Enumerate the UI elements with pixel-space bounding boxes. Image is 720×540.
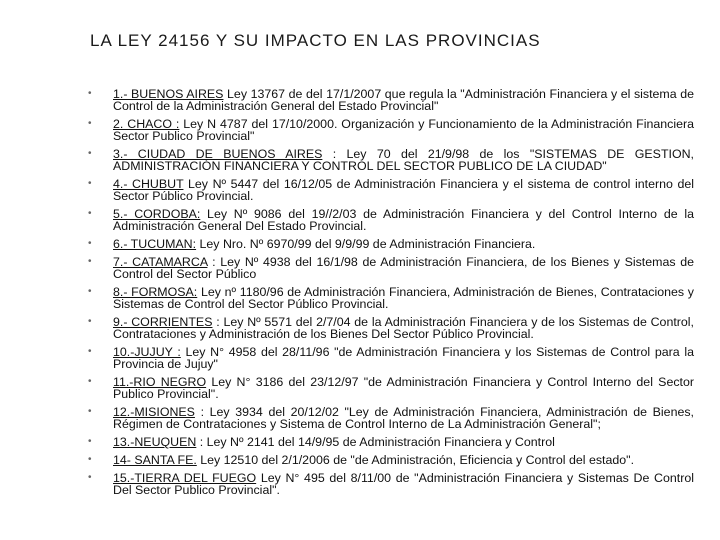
- law-description: : Ley 70 del 21/9/98 de los "SISTEMAS DE GESTION, ADMINISTRACIÓN FINANCIERA Y CONTROL DEL SECTOR PUBLICO DE LA CIUDAD": [113, 147, 694, 173]
- bullet-icon: •: [88, 406, 92, 417]
- list-item: [88, 436, 694, 448]
- bullet-icon: •: [88, 376, 92, 387]
- province-label: 13.-NEUQUEN: [113, 435, 197, 449]
- bullet-icon: •: [88, 346, 92, 357]
- bullet-icon: •: [88, 316, 92, 327]
- law-description: Ley Nro. Nº 6970/99 del 9/9/99 de Administración Financiera.: [196, 237, 536, 251]
- list-item: [88, 178, 694, 202]
- list-item: [88, 286, 694, 310]
- page-title: LA LEY 24156 Y SU IMPACTO EN LAS PROVINCIAS: [90, 31, 541, 50]
- list-item: [88, 316, 694, 340]
- province-label: 8.- FORMOSA:: [113, 285, 198, 299]
- law-description: Ley N 4787 del 17/10/2000. Organización y Funcionamiento de la Administración Financiera Sector Publico Provincial": [113, 117, 694, 143]
- province-label: 12.-MISIONES: [113, 405, 195, 419]
- list-item: [88, 376, 694, 400]
- list-item: [88, 148, 694, 172]
- province-label: 4.- CHUBUT: [113, 177, 184, 191]
- province-label: 6.- TUCUMAN:: [113, 237, 197, 251]
- list-item: [88, 118, 694, 142]
- bullet-icon: •: [88, 238, 92, 249]
- law-description: Ley N° 3186 del 23/12/97 "de Administración Financiera y Control Interno del Sector Publico Provincial".: [113, 375, 694, 401]
- law-description: : Ley Nº 4938 del 16/1/98 de Administración Financiera, de los Bienes y Sistemas de Control del Sector Público: [113, 255, 694, 281]
- province-label: 10.-JUJUY :: [113, 345, 181, 359]
- law-description: Ley Nº 5447 del 16/12/05 de Administración Financiera y el sistema de control interno del Sector Público Provincial.: [113, 177, 694, 203]
- law-description: Ley Nº 9086 del 19//2/03 de Administración Financiera y del Control Interno de la Administración General Del Estado Provincial.: [113, 207, 694, 233]
- list-item: [88, 238, 694, 250]
- province-label: 1.- BUENOS AIRES: [113, 87, 224, 101]
- bullet-icon: •: [88, 436, 92, 447]
- law-description: : Ley Nº 5571 del 2/7/04 de la Administración Financiera y de los Sistemas de Control, Contrataciones y Administración de los Bienes Del Sector Público Provincial.: [113, 315, 694, 341]
- list-item: [88, 454, 694, 466]
- law-description: Ley 12510 del 2/1/2006 de "de Administración, Eficiencia y Control del estado".: [196, 453, 635, 467]
- province-label: 7.- CATAMARCA: [113, 255, 208, 269]
- province-label: 3.- CIUDAD DE BUENOS AIRES: [113, 147, 323, 161]
- bullet-icon: •: [88, 88, 92, 99]
- law-description: Ley N° 4958 del 28/11/96 "de Administración Financiera y los Sistemas de Control para la Provincia de Jujuy": [113, 345, 694, 371]
- bullet-icon: •: [88, 148, 92, 159]
- bullet-icon: •: [88, 472, 92, 483]
- bullet-icon: •: [88, 208, 92, 219]
- bullet-icon: •: [88, 454, 92, 465]
- province-label: 11.-RIO NEGRO: [113, 375, 207, 389]
- list-item: [88, 208, 694, 232]
- law-list: [88, 88, 694, 502]
- bullet-icon: •: [88, 286, 92, 297]
- province-label: 14- SANTA FE.: [113, 453, 197, 467]
- list-item: [88, 88, 694, 112]
- list-item: [88, 472, 694, 496]
- law-description: : Ley Nº 2141 del 14/9/95 de Administración Financiera y Control: [196, 435, 555, 449]
- law-description: : Ley 3934 del 20/12/02 "Ley de Administración Financiera, Administración de Bienes, Régimen de Contrataciones y Sistema de Control Interno de La Administración General";: [113, 405, 694, 431]
- bullet-icon: •: [88, 118, 92, 129]
- list-item: [88, 346, 694, 370]
- bullet-icon: •: [88, 256, 92, 267]
- law-description: Ley nº 1180/96 de Administración Financiera, Administración de Bienes, Contrataciones y Sistemas de Control del Sector Público Provincial.: [113, 285, 694, 311]
- province-label: 5.- CORDOBA:: [113, 207, 201, 221]
- province-label: 15.-TIERRA DEL FUEGO: [113, 471, 257, 485]
- bullet-icon: •: [88, 178, 92, 189]
- list-item: [88, 406, 694, 430]
- province-label: 2. CHACO :: [113, 117, 180, 131]
- province-label: 9.- CORRIENTES: [113, 315, 213, 329]
- law-description: Ley N° 495 del 8/11/00 de "Administración Financiera y Sistemas De Control Del Sector Publico Provincial".: [113, 471, 694, 497]
- list-item: [88, 256, 694, 280]
- law-description: Ley 13767 de del 17/1/2007 que regula la "Administración Financiera y el sistema de Control de la Administración General del Estado Provincial": [113, 87, 694, 113]
